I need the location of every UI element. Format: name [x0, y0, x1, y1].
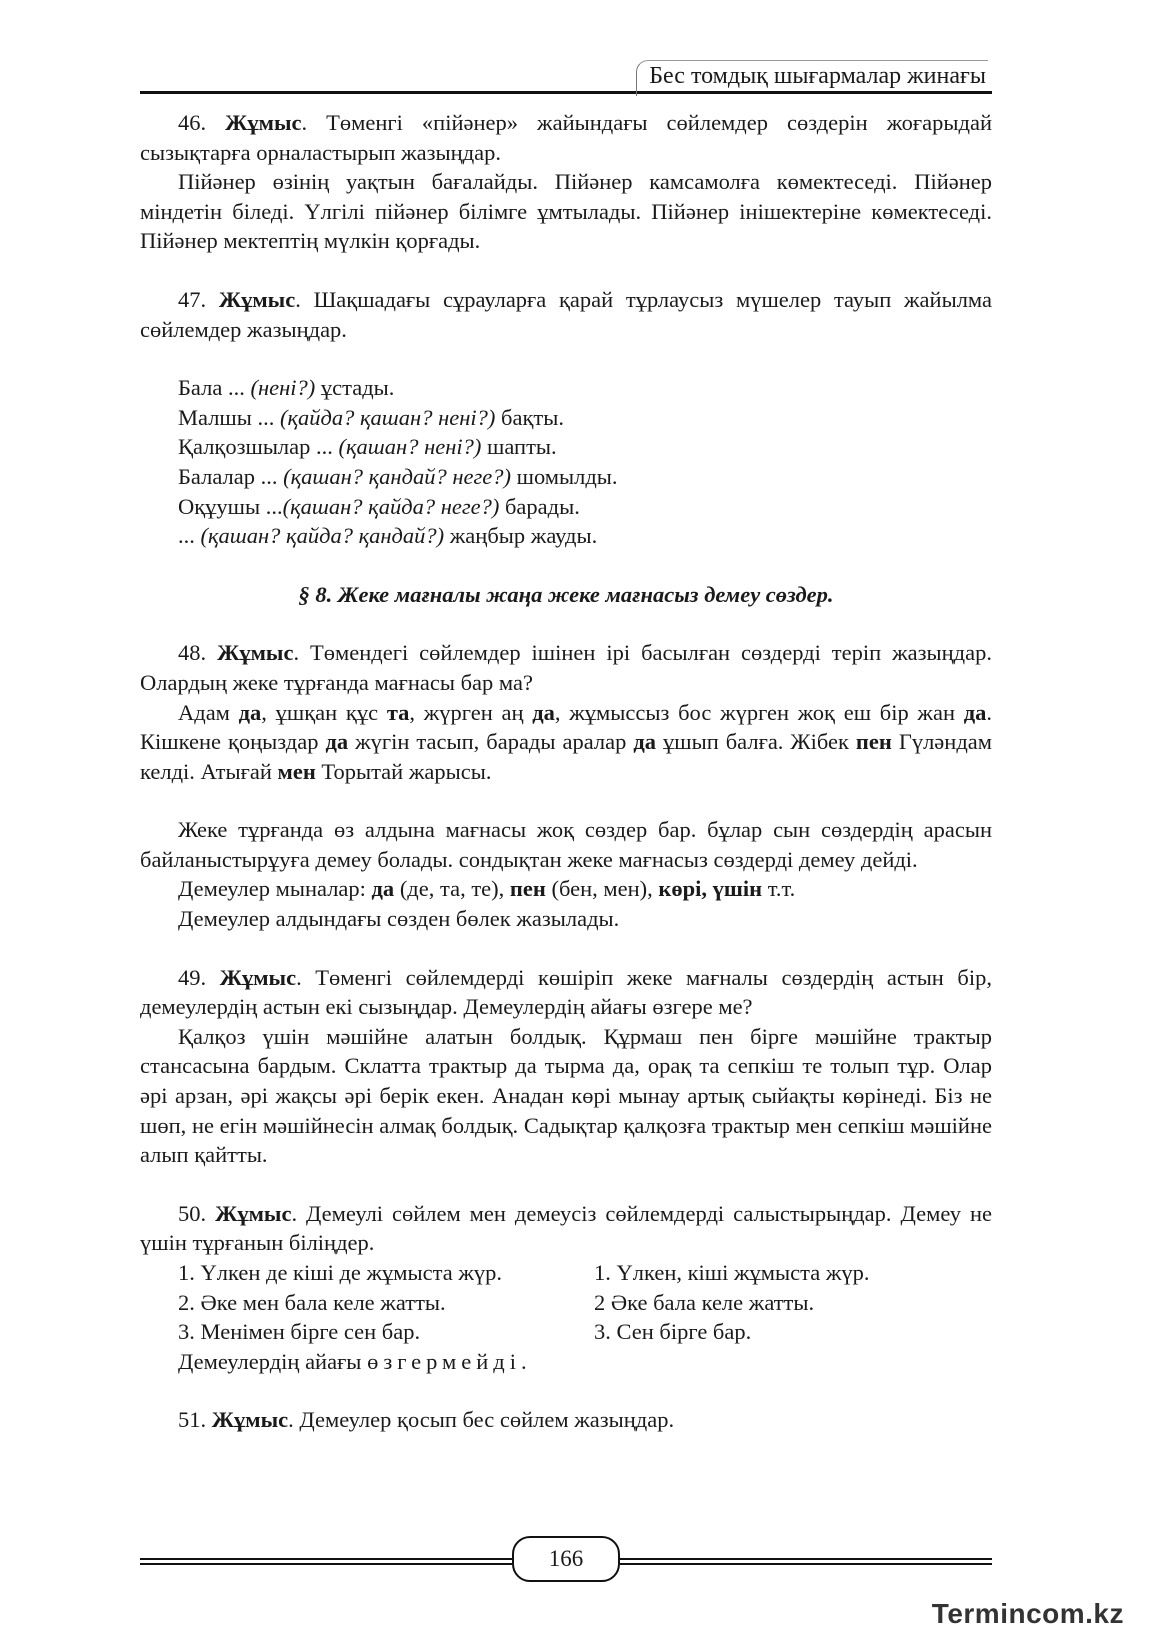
page-header — [140, 54, 992, 94]
theory-list: Демеулер мыналар: да (де, та, те), пен (бен, мен), көрі, үшін т.т. — [178, 876, 796, 902]
running-title: Бес томдық шығармалар жинағы — [636, 60, 988, 96]
exercise-50-task: 50. Жұмыс. Демеулі сөйлем мен демеусіз сөйлемдерді салыстырыңдар. Демеу не үшін тұрғанын біліңдер. — [140, 1200, 992, 1256]
comparison-left: 1. Үлкен де кіші де жұмыста жүр. — [178, 1260, 503, 1285]
exercise-label: Жұмыс — [218, 286, 296, 312]
exercise-49-task: 49. Жұмыс. Төменгі сөйлемдерді көшіріп жеке мағналы сөздердің астын бір, демеулердің астын екі сызыңдар. Демеулердің айағы өзгере ме? — [140, 964, 992, 1020]
comparison-right: 1. Үлкен, кіші жұмыста жүр. — [594, 1260, 870, 1285]
exercise-46-text: Пійәнер өзінің уақтын бағалайды. Пійәнер камсамолға көмектеседі. Пійәнер міндетін біледі. Үлгілі пійәнер білімге ұмтылады. Пійәнер інішектеріне көмектеседі. Пійәнер мектептің мүлкін қорғады. — [140, 169, 992, 254]
comparison-right: 2 Әке бала келе жатты. — [594, 1289, 815, 1315]
comparison-left: 2. Әке мен бала келе жатты. — [178, 1289, 446, 1315]
watermark-logo: Termincom.kz — [931, 1598, 1124, 1629]
list-item: Қалқозшылар ... (қашан? нені?) шапты. — [178, 434, 557, 460]
page-content — [140, 108, 992, 1435]
comparison-row — [140, 1317, 992, 1347]
list-item: Малшы ... (қайда? қашан? нені?) бақты. — [178, 404, 564, 430]
list-item: Бала ... (нені?) ұстады. — [178, 375, 395, 401]
exercise-49-text: Қалқоз үшін мәшійне алатын болдық. Құрмаш пен бірге мәшійне трактыр стансасына бардым. Склатта трактыр да тырма да, орақ та сепкіш те толып тұр. Олар әрі арзан, әрі жақсы әрі берік екен. Анадан көрі мынау артық сыйақты көрінеді. Біз не шөп, не егін мәшійнесін алмақ болдық. Садықтар қалқозға трактыр мен сепкіш мәшійне алып қайтты. — [140, 1023, 992, 1168]
exercise-48-text: Адам да, ұшқан құс та, жүрген аң да, жұмыссыз бос жүрген жоқ еш бір жан да. Кішкене қоңыздар да жүгін тасып, барады аралар да ұшып балға. Жібек пен Гүләндам келді. Атығай мен Торытай жарысы. — [140, 699, 993, 784]
footer-rule-right — [620, 1558, 992, 1560]
comparison-left: 3. Менімен бірге сен бар. — [178, 1319, 421, 1345]
exercise-51-task: 51. Жұмыс. Демеулер қосып бес сөйлем жазыңдар. — [178, 1407, 675, 1433]
exercise-label: Жұмыс — [217, 640, 294, 666]
exercise-47-lines — [140, 373, 992, 551]
section-heading: § 8. Жеке мағналы жаңа жеке мағнасыз демеу сөздер. — [298, 581, 834, 607]
list-item: Балалар ... (қашан? қандай? неге?) шомылды. — [178, 463, 618, 489]
exercise-label: Жұмыс — [211, 1407, 289, 1433]
exercise-label: Жұмыс — [215, 1200, 292, 1226]
exercise-48-task: 48. Жұмыс. Төмендегі сөйлемдер ішінен ірі басылған сөздерді теріп жазыңдар. Олардың жеке тұрғанда мағнасы бар ма? — [140, 640, 992, 695]
comparison-row — [140, 1258, 992, 1288]
exercise-47-task: 47. Жұмыс. Шақшадағы сұрауларға қарай тұрлаусыз мүшелер тауып жайылма сөйлемдер жазыңдар. — [140, 286, 993, 342]
exercise-label: Жұмыс — [219, 964, 297, 990]
list-item: ... (қашан? қайда? қандай?) жаңбыр жауды. — [178, 523, 598, 549]
exercise-50-conclusion: Демеулердің айағы өзгермейді. — [178, 1348, 527, 1374]
exercise-label: Жұмыс — [225, 110, 302, 135]
page-footer — [140, 1536, 992, 1586]
page-number: 166 — [512, 1536, 620, 1582]
list-item: Оқұушы ...(қашан? қайда? неге?) барады. — [178, 493, 580, 519]
exercise-46-task: 46. Жұмыс. Төменгі «пійәнер» жайындағы сөйлемдер сөздерін жоғарыдай сызықтарға орналастырып жазыңдар. — [140, 110, 992, 165]
footer-rule-left — [140, 1558, 512, 1560]
theory-note: Демеулер алдындағы сөзден бөлек жазылады. — [178, 906, 620, 932]
theory-text: Жеке тұрғанда өз алдына мағнасы жоқ сөздер бар. бұлар сын сөздердің арасын байланыстырұуға демеу болады. сондықтан жеке мағнасыз сөздерді демеу дейді. — [140, 817, 992, 872]
comparison-right: 3. Сен бірге бар. — [594, 1319, 752, 1345]
comparison-row — [140, 1288, 992, 1318]
